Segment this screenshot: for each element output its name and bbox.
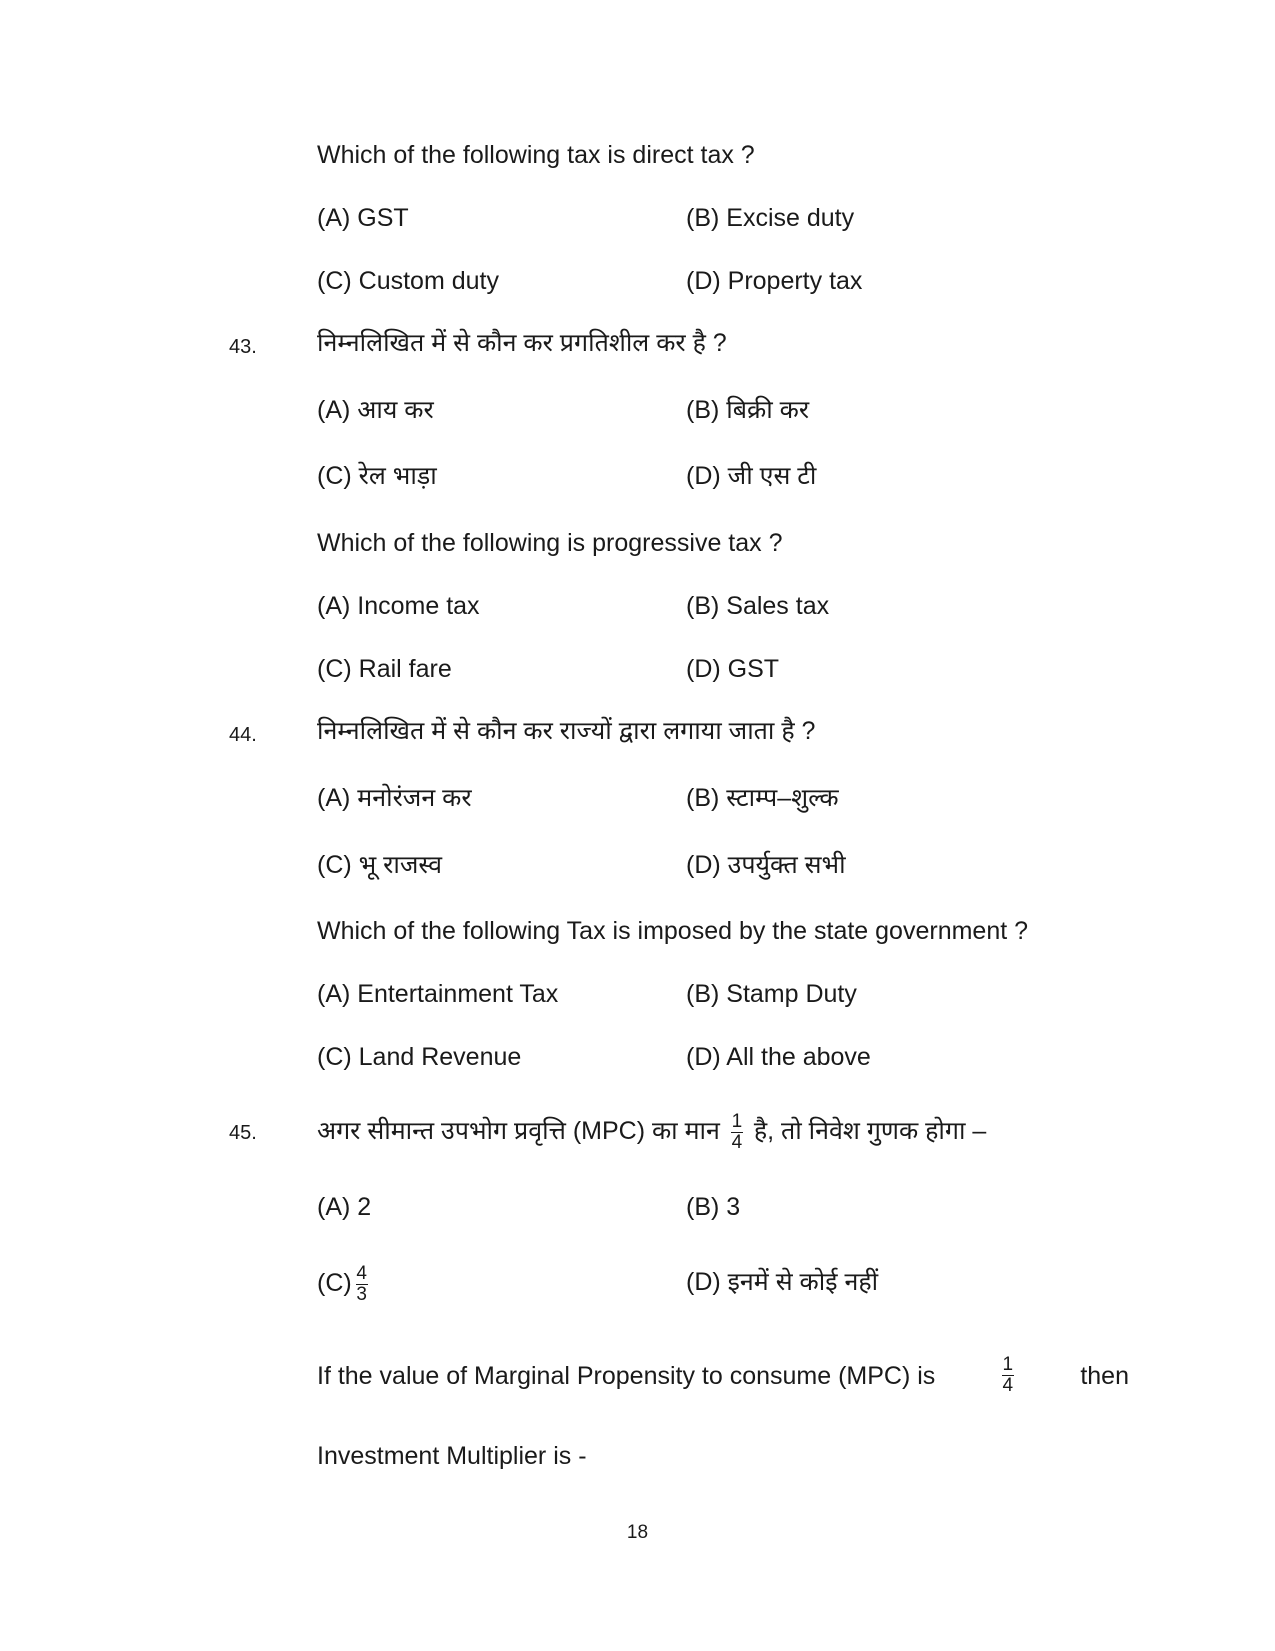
question-44-number: 44. xyxy=(229,724,257,746)
q43-hi-option-d: (D) जी एस टी xyxy=(686,462,817,490)
q45-hi-option-a: (A) 2 xyxy=(317,1193,372,1221)
q45-hi-option-c-prefix: (C) xyxy=(317,1269,352,1298)
q42-option-b: (B) Excise duty xyxy=(686,204,855,232)
question-45-number: 45. xyxy=(229,1122,257,1144)
q45-hi-option-b: (B) 3 xyxy=(686,1193,741,1221)
q45-hi-option-c-fraction xyxy=(356,1264,368,1305)
q42-option-d: (D) Property tax xyxy=(686,267,863,295)
question-45-english-line1 xyxy=(317,1355,1129,1396)
q44-option-c: (C) Land Revenue xyxy=(317,1043,522,1071)
page-number: 18 xyxy=(626,1522,649,1543)
q44-hi-option-a: (A) मनोरंजन कर xyxy=(317,784,472,812)
q45-hi-option-d: (D) इनमें से कोई नहीं xyxy=(686,1268,879,1296)
q45-hi-text-after: है, तो निवेश गुणक होगा – xyxy=(753,1117,987,1146)
q45-hi-option-c-num: 4 xyxy=(356,1263,367,1284)
q42-option-c: (C) Custom duty xyxy=(317,267,499,295)
q45-hi-option-c xyxy=(317,1264,372,1305)
q43-hi-option-a: (A) आय कर xyxy=(317,396,434,424)
q44-option-b: (B) Stamp Duty xyxy=(686,980,857,1008)
q44-hi-option-c: (C) भू राजस्व xyxy=(317,851,443,879)
q45-en-frac-den: 4 xyxy=(1002,1375,1014,1396)
q44-hi-option-d: (D) उपर्युक्त सभी xyxy=(686,851,846,879)
question-43-hindi: निम्नलिखित में से कौन कर प्रगतिशील कर है ? xyxy=(317,329,727,357)
q44-hi-option-b: (B) स्टाम्प–शुल्क xyxy=(686,784,839,812)
q45-hi-text-before: अगर सीमान्त उपभोग प्रवृत्ति (MPC) का मान xyxy=(317,1117,720,1146)
question-45-english-line2: Investment Multiplier is - xyxy=(317,1442,587,1470)
q45-en-frac-num: 1 xyxy=(1002,1354,1014,1375)
q42-option-a: (A) GST xyxy=(317,204,409,232)
q45-en-text-after: then xyxy=(1080,1361,1129,1390)
q43-option-c: (C) Rail fare xyxy=(317,655,452,683)
q45-hi-frac-den: 4 xyxy=(731,1132,743,1153)
q44-option-a: (A) Entertainment Tax xyxy=(317,980,559,1008)
q43-option-a: (A) Income tax xyxy=(317,592,480,620)
question-42-english: Which of the following tax is direct tax ? xyxy=(317,141,755,169)
q43-hi-option-c: (C) रेल भाड़ा xyxy=(317,462,437,490)
q45-en-text-before: If the value of Marginal Propensity to consume (MPC) is xyxy=(317,1361,936,1390)
question-44-english: Which of the following Tax is imposed by the state government ? xyxy=(317,917,1029,945)
q44-option-d: (D) All the above xyxy=(686,1043,871,1071)
q45-hi-option-c-den: 3 xyxy=(356,1284,367,1305)
q45-en-fraction xyxy=(1002,1355,1014,1396)
question-43-english: Which of the following is progressive tax ? xyxy=(317,529,783,557)
q45-hi-fraction xyxy=(731,1112,743,1153)
q43-option-b: (B) Sales tax xyxy=(686,592,830,620)
question-45-hindi xyxy=(317,1112,986,1153)
q45-hi-frac-num: 1 xyxy=(731,1111,743,1132)
question-43-number: 43. xyxy=(229,336,257,358)
question-44-hindi: निम्नलिखित में से कौन कर राज्यों द्वारा लगाया जाता है ? xyxy=(317,717,816,745)
q43-option-d: (D) GST xyxy=(686,655,780,683)
q43-hi-option-b: (B) बिक्री कर xyxy=(686,396,810,424)
